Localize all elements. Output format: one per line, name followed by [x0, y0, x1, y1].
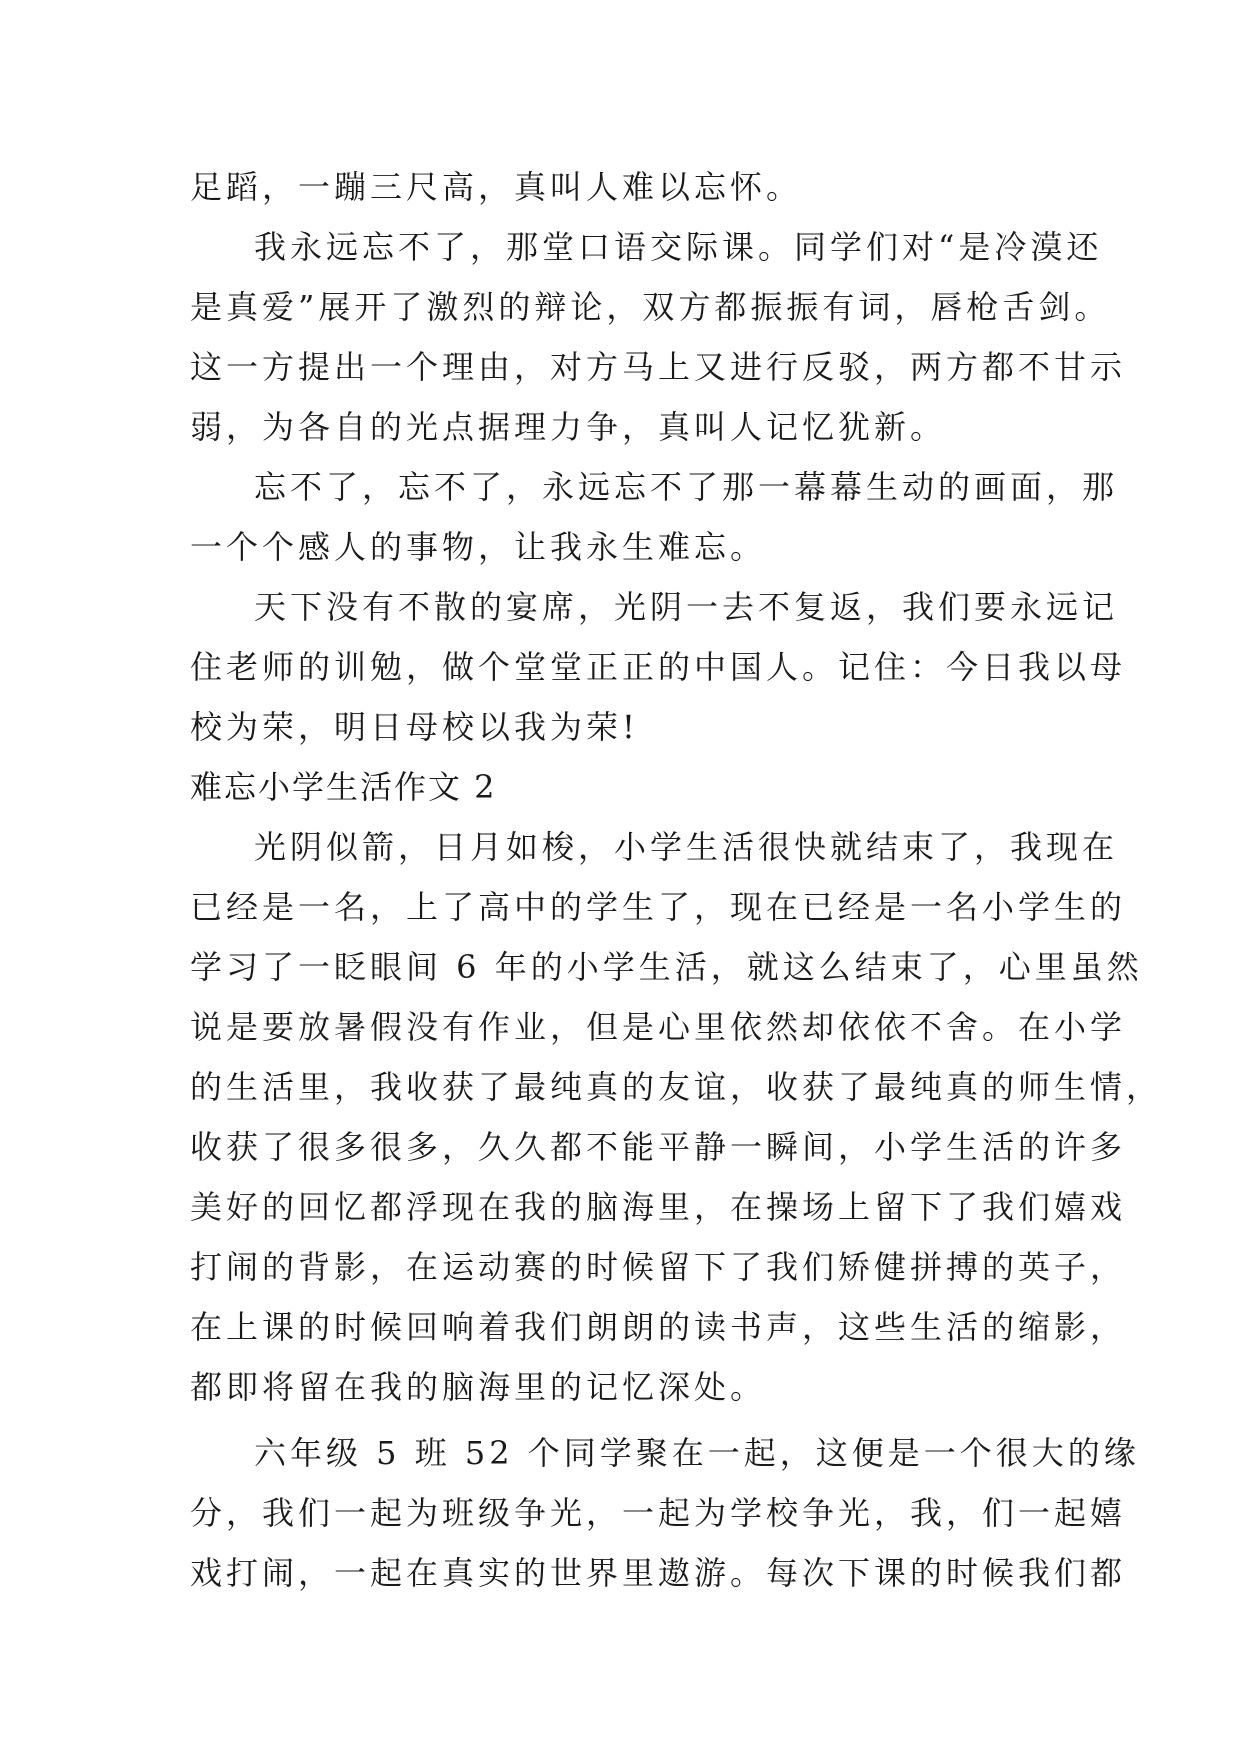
paragraph-start-line: 天下没有不散的宴席，光阴一去不复返，我们要永远记	[254, 588, 1119, 626]
section-heading: 难忘小学生活作文 2	[190, 768, 497, 806]
paragraph-start-line: 光阴似箭，日月如梭，小学生活很快就结束了，我现在	[254, 828, 1119, 866]
text-line: 美好的回忆都浮现在我的脑海里，在操场上留下了我们嬉戏	[190, 1188, 1127, 1226]
text-line: 一个个感人的事物，让我永生难忘。	[190, 528, 767, 566]
text-line: 学习了一眨眼间 6 年的小学生活，就这么结束了，心里虽然	[190, 948, 1143, 986]
text-line-1: 足蹈，一蹦三尺高，真叫人难以忘怀。	[190, 168, 803, 206]
document-body	[190, 157, 1163, 1603]
text-line: 已经是一名，上了高中的学生了，现在已经是一名小学生的	[190, 888, 1127, 926]
text-line: 是真爱”展开了激烈的辩论，双方都振振有词，唇枪舌剑。	[190, 288, 1111, 326]
text-line: 打闹的背影，在运动赛的时候留下了我们矫健拼搏的英子，	[190, 1248, 1127, 1286]
text-line: 这一方提出一个理由，对方马上又进行反驳，两方都不甘示	[190, 348, 1127, 386]
text-line: 收获了很多很多，久久都不能平静一瞬间，小学生活的许多	[190, 1128, 1127, 1166]
paragraph-start-line: 忘不了，忘不了，永远忘不了那一幕幕生动的画面，那	[254, 468, 1119, 506]
text-line: 分，我们一起为班级争光，一起为学校争光，我，们一起嬉	[190, 1494, 1127, 1532]
text-line: 校为荣，明日母校以我为荣!	[190, 708, 639, 746]
text-line: 住老师的训勉，做个堂堂正正的中国人。记住：今日我以母	[190, 648, 1127, 686]
text-line: 都即将留在我的脑海里的记忆深处。	[190, 1368, 767, 1406]
text-line: 在上课的时候回响着我们朗朗的读书声，这些生活的缩影，	[190, 1308, 1127, 1346]
text-line: 戏打闹，一起在真实的世界里遨游。每次下课的时候我们都	[190, 1554, 1127, 1592]
paragraph-start-line: 我永远忘不了，那堂口语交际课。同学们对“是冷漠还	[254, 228, 1103, 266]
paragraph-start-line: 六年级 5 班 52 个同学聚在一起，这便是一个很大的缘	[254, 1434, 1140, 1472]
text-line: 说是要放暑假没有作业，但是心里依然却依依不舍。在小学	[190, 1008, 1127, 1046]
text-line: 弱，为各自的光点据理力争，真叫人记忆犹新。	[190, 408, 947, 446]
text-line: 的生活里，我收获了最纯真的友谊，收获了最纯真的师生情，	[190, 1068, 1163, 1106]
